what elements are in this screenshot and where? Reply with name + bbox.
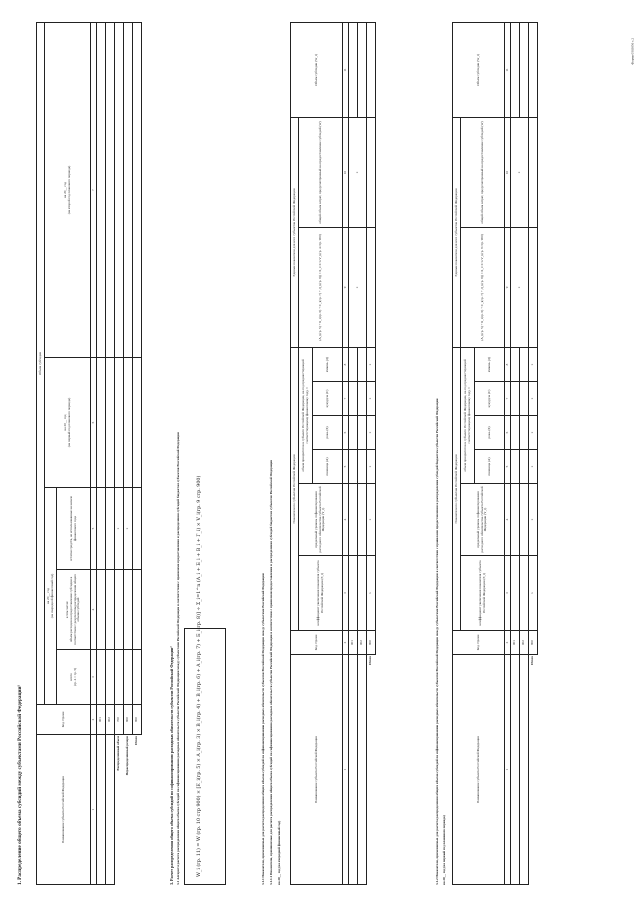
s311-hdr-d: ячмень (Д) (313, 347, 343, 381)
s312-hdr-unit-formula: (A_i(гр. 5) + Б_i(гр. 6) + С_i(гр. 7) + Д_i(гр. 8)) × Σ_i=1^n V_i(гр. 9 стр. 900) (461, 227, 505, 347)
s312-hdr-total-vol: общий объем затрат, предусмотренный на предоставление субсидий (W) (461, 117, 505, 227)
s1-hdr-sub-a: в том числе: объем расходов на предоставление субсидии в соответствии с результатом распределения общего объема субсидий (57, 570, 91, 650)
section3-heading: 3. Расчет распределения общего объема субсидий по софинансированию расходных обязательств субъектов Российской Федерации² (169, 646, 174, 885)
s1-hdr-year2: на 20__ год (на первый год планового периода) (45, 358, 91, 488)
s1-hdr-code: Код строки (37, 705, 91, 735)
section311-year: на 20__ год (на очередной финансовый год) (277, 820, 281, 885)
row-code: 001 (97, 705, 106, 735)
s312-hdr-d: ячмень (Д) (475, 347, 505, 381)
s1-num: 2 (91, 705, 97, 735)
s1-hdr-name: Наименование субъекта Российской Федерации (37, 735, 91, 885)
s1-num: 1 (91, 735, 97, 885)
table-row: 002 (520, 22, 529, 884)
s312-hdr-b: рожь (Б) (475, 416, 505, 450)
table-row: 002 (358, 22, 367, 884)
s311-hdr-ind: Показатели по субъектам Российской Федерации (291, 347, 299, 630)
s312-hdr-subsidy: Объем субсидии (W_i) (453, 22, 505, 117)
section1-heading: 1. Распределение общего объема субсидий между субъектами Российской Федерации¹ (17, 685, 23, 885)
s311-hdr-coef: коэффициент увеличения показателя субъекта Российской Федерации (E_i) (299, 556, 343, 631)
section1-table (36, 22, 142, 885)
section311-sub: 3.1.1.1 Показатели, применяемые для расчета распределения общего объема субсидий по софинансированию расходных обязательств субъектов Российской Федерации в соответствии с правилами предоставления и распределения субсидий бюджетам субъектов Российской Федерации (269, 459, 273, 885)
s311-hdr-code: Код строки (291, 631, 343, 655)
s311-hdr-c: кукуруза (С) (313, 382, 343, 416)
section312-heading: 3.1.2 Показатели, применяемые для расчета распределения общего объема субсидий по софинансированию расходных обязательств субъектов Российской Федерации между субъектами Российской Федерации в соответствии с правилами предоставления и распределения субсидий бюджетам субъектов Российской Федерации (435, 398, 439, 885)
total-row: Итого 900 x x x x x x (529, 22, 538, 884)
s312-hdr-code: Код строки (453, 631, 505, 655)
s312-hdr-prior: объем приоритетов в субъекте Российской Федерации, на год предшествующий соответствующему финансовому году, т (461, 347, 475, 483)
s311-hdr-b: рожь (Б) (313, 416, 343, 450)
form-code: Форма 0503856 с.2 (631, 38, 635, 65)
s312-hdr-a: пшеница (А) (475, 450, 505, 484)
table-row (106, 22, 115, 884)
s311-hdr-unit: Единые показатели для всех субъектов Российской Федерации (291, 117, 299, 347)
summary-row-distributed: Распределенный объем 700 x (115, 22, 124, 884)
s311-hdr-level: предельный уровень софинансирования расходного обязательства субъекта Российской Федерации (Y_i) (299, 484, 343, 556)
table-row: 001 x x (349, 22, 358, 884)
s1-hdr-year3: на 20__ год (на второй год планового периода) (45, 22, 91, 357)
s311-hdr-total-vol: общий объем затрат, предусмотренный на предоставление субсидий (W) (299, 117, 343, 227)
s1-num: 4 (91, 570, 97, 650)
s312-hdr-c: кукуруза (С) (475, 382, 505, 416)
summary-row-total: Итого 900 (133, 22, 142, 884)
formula: W_i (гр. 11) = W (гр. 10 стр 900) × [E_i(гр. 5) × A_i(гр. 3) × B_i(гр. 4) + B_i(гр. 6) + A_i(гр. 7) + Б_i(гр. 8)] ÷ Σ_i=1^n (A_i + Б_i + B_i + Г_i) × V_i(гр. 9 стр. 900) (197, 475, 202, 877)
formula-box (184, 628, 226, 885)
table-row: 001 x x (511, 22, 520, 884)
section311-table: Наименование субъекта Российской Федерации Код строки Показатели по субъектам Российской Федерации Единые показатели для всех субъектов Российской Федерации Объем субсидии (W_i) коэффициент увеличения показателя субъекта Российской Федерации (E_i) предельный уровень софинансирования расходного обязательства субъекта Российской Федерации (Y_i) объем приоритетов в субъекте Российской Федерации, на год предшествующий соответствующему финансовому году, т (A_i(гр. 5) + Б_i(гр. 6) + С_i(гр. 7) + Д_i(гр. 8)) × Σ_i=1^n V_i(гр. 4 стр. 900) общий объем затрат, предусмотренный на предоставление субсидий (W) пшеница (А) рожь (Б) кукуруза (С) ячмень (Д) 1 2 3 4 5 6 7 8 9 10 11 001 x x 002 Итого 900 x x x x x x (290, 22, 376, 885)
s1-num: 7 (91, 22, 97, 357)
s312-hdr-level: предельный уровень софинансирования расходного обязательства субъекта Российской Федерации (Y_i) (461, 484, 505, 556)
section3-sub: 3.1 Алгоритм расчета распределения общего объема субсидий по софинансированию расходных обязательств субъектов Российской Федерации между субъектами Российской Федерации в соответствии с правилами предоставления и распределения субсидий бюджетам субъектов Российской Федерации (176, 432, 180, 885)
s312-hdr-unit: Единые показатели для всех субъектов Российской Федерации (453, 117, 461, 347)
s311-hdr-name: Наименование субъекта Российской Федерации (291, 655, 343, 885)
s312-hdr-ind: Показатели по субъектам Российской Федерации (453, 347, 461, 630)
section312-table: Наименование субъекта Российской Федерации Код строки Показатели по субъектам Российской Федерации Единые показатели для всех субъектов Российской Федерации Объем субсидии (W_i) коэффициент увеличения показателя субъекта Российской Федерации (E_i) предельный уровень софинансирования расходного обязательства субъекта Российской Федерации (Y_i) объем приоритетов в субъекте Российской Федерации, на год предшествующий соответствующему финансовому году, т (A_i(гр. 5) + Б_i(гр. 6) + С_i(гр. 7) + Д_i(гр. 8)) × Σ_i=1^n V_i(гр. 9 стр. 900) общий объем затрат, предусмотренный на предоставление субсидий (W) пшеница (А) рожь (Б) кукуруза (С) ячмень (Д) 1 2 3 4 5 6 7 8 9 10 11 001 x x 002 Итого 900 x x x x x x (452, 22, 538, 885)
s1-hdr-total: всего (гр. 4 = гр. 5) (57, 650, 91, 705)
s1-hdr-volume: Объем субсидии (37, 22, 45, 704)
s311-hdr-a: пшеница (А) (313, 450, 343, 484)
s1-num: 3 (91, 650, 97, 705)
s1-hdr-sub-b: остатки средств, не использованные на начало финансового года (57, 488, 91, 570)
s312-hdr-coef: коэффициент увеличения показателя субъекта Российской Федерации (E_i) (461, 556, 505, 631)
total-row: Итого 900 x x x x x x (367, 22, 376, 884)
s311-hdr-unit-formula: (A_i(гр. 5) + Б_i(гр. 6) + С_i(гр. 7) + Д_i(гр. 8)) × Σ_i=1^n V_i(гр. 4 стр. 900) (299, 227, 343, 347)
s1-num: 6 (91, 358, 97, 488)
row-code: 002 (106, 705, 115, 735)
section312-year: на 20__ год (на первый год планового периода) (442, 815, 446, 885)
s1-num: 5 (91, 488, 97, 570)
s311-hdr-prior: объем приоритетов в субъекте Российской Федерации, на год предшествующий соответствующему финансовому году, т (299, 347, 313, 483)
s312-hdr-name: Наименование субъекта Российской Федерации (453, 655, 505, 885)
summary-row-reserve: Нераспределенный резерв 800 x (124, 22, 133, 884)
s1-hdr-year1: на 20__ год (на очередной финансовый год) (45, 488, 57, 705)
section311-heading: 3.1.1 Показатели, применяемые для расчета распределения общего объема субсидий по софинансированию расходных обязательств субъектов Российской Федерации между субъектами Российской Федерации (261, 573, 265, 885)
s311-hdr-subsidy: Объем субсидии (W_i) (291, 22, 343, 117)
table-row (97, 22, 106, 884)
